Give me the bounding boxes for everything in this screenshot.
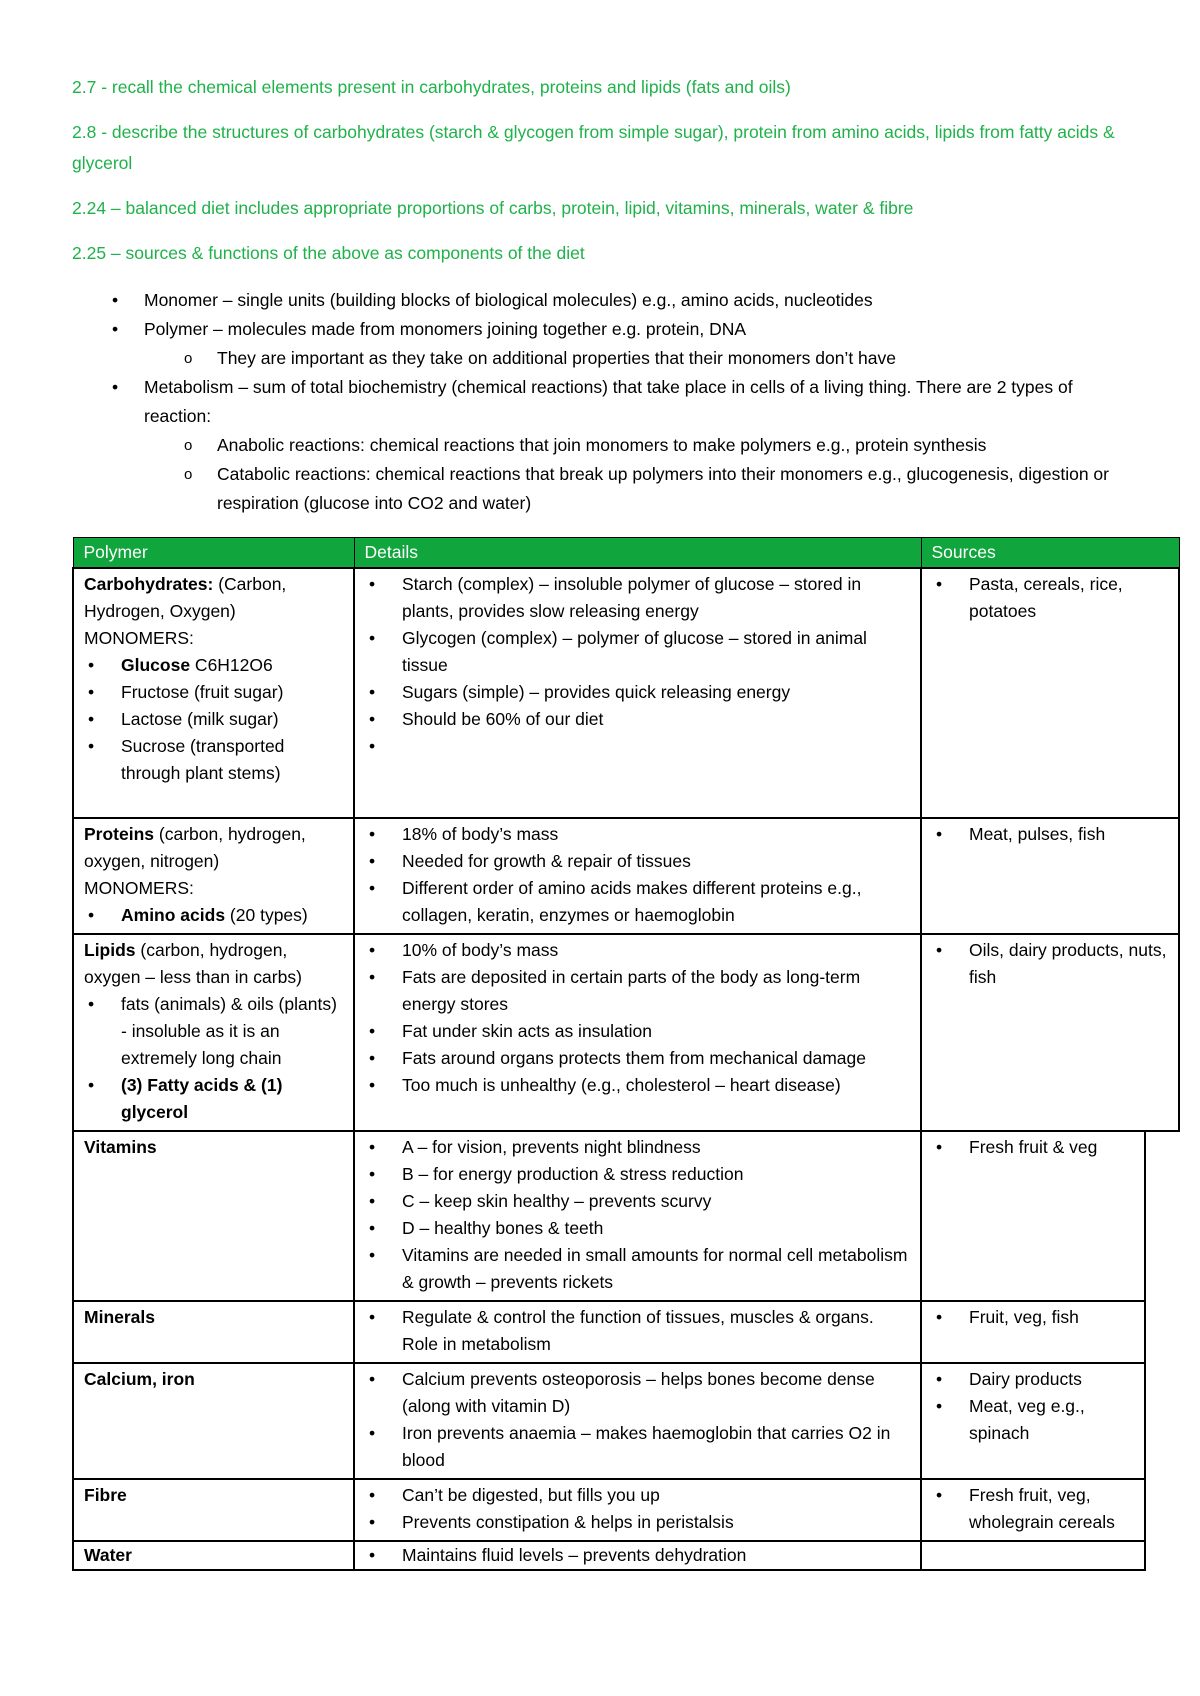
table-row-water xyxy=(73,1541,1179,1570)
list-item: • 18% of body’s mass xyxy=(365,821,912,848)
notes-list xyxy=(72,286,1142,518)
fibre-cell xyxy=(73,1479,354,1541)
proteins-cell xyxy=(73,818,354,934)
calcium-cell xyxy=(73,1363,354,1479)
list-item: • Vitamins are needed in small amounts for normal cell metabolism & growth – prevents rickets xyxy=(365,1242,912,1296)
empty-margin xyxy=(1145,1363,1179,1479)
list-item: • Glycogen (complex) – polymer of glucose – stored in animal tissue xyxy=(365,625,912,679)
lipids-elements: (carbon, hydrogen, oxygen – less than in carbs) xyxy=(84,940,302,987)
fibre-details xyxy=(354,1479,921,1541)
table-row-minerals xyxy=(73,1301,1179,1363)
list-item: • Sugars (simple) – provides quick releasing energy xyxy=(365,679,912,706)
minerals-cell xyxy=(73,1301,354,1363)
minerals-sources xyxy=(921,1301,1145,1363)
list-item: • fats (animals) & oils (plants) - insoluble as it is an extremely long chain xyxy=(84,991,345,1072)
list-item: • Pasta, cereals, rice, potatoes xyxy=(932,571,1170,625)
list-item: • Needed for growth & repair of tissues xyxy=(365,848,912,875)
table-header-row xyxy=(73,538,1179,569)
calcium-name: Calcium, iron xyxy=(84,1369,195,1389)
list-item: • Oils, dairy products, nuts, fish xyxy=(932,937,1170,991)
list-item: • Dairy products xyxy=(932,1366,1136,1393)
water-sources xyxy=(921,1541,1145,1570)
header-polymer: Polymer xyxy=(73,538,354,569)
fatty-acids-label: (3) Fatty acids & (1) glycerol xyxy=(121,1075,283,1122)
carbs-name: Carbohydrates: xyxy=(84,574,214,594)
amino-rest: (20 types) xyxy=(225,905,308,925)
carbs-monomers-list xyxy=(84,652,345,787)
lipids-name: Lipids xyxy=(84,940,136,960)
glucose-formula: C6H12O6 xyxy=(190,655,273,675)
minerals-name: Minerals xyxy=(84,1307,155,1327)
list-item: • Regulate & control the function of tissues, muscles & organs. Role in metabolism xyxy=(365,1304,912,1358)
lipids-cell xyxy=(73,934,354,1131)
carbs-monomers-label: MONOMERS: xyxy=(84,628,194,648)
list-item: • Starch (complex) – insoluble polymer of glucose – stored in plants, provides slow releasing energy xyxy=(365,571,912,625)
header-details: Details xyxy=(354,538,921,569)
note-polymer-text: Polymer – molecules made from monomers joining together e.g. protein, DNA xyxy=(144,319,747,339)
note-catabolic: o Catabolic reactions: chemical reactions that break up polymers into their monomers e.g., glucogenesis, digestion or respiration (glucose into CO2 and water) xyxy=(72,460,1142,518)
proteins-elements: (carbon, hydrogen, oxygen, nitrogen) xyxy=(84,824,306,871)
lipids-sources xyxy=(921,934,1179,1131)
list-item: • Fruit, veg, fish xyxy=(932,1304,1136,1331)
list-item: • 10% of body’s mass xyxy=(365,937,912,964)
amino-label: Amino acids xyxy=(121,905,226,925)
list-item: • Should be 60% of our diet xyxy=(365,706,912,733)
note-polymer-sub: o They are important as they take on additional properties that their monomers don’t have xyxy=(72,344,1142,373)
carbs-details xyxy=(354,568,921,818)
note-monomer: • Monomer – single units (building blocks of biological molecules) e.g., amino acids, nucleotides xyxy=(72,286,1142,315)
minerals-details xyxy=(354,1301,921,1363)
proteins-monomers-label: MONOMERS: xyxy=(84,878,194,898)
table-row-carbohydrates xyxy=(73,568,1179,818)
objective-2-24: 2.24 – balanced diet includes appropriate proportions of carbs, protein, lipid, vitamins, minerals, water & fibre xyxy=(72,198,914,218)
table-row-vitamins xyxy=(73,1131,1179,1301)
list-item xyxy=(84,1072,345,1126)
glucose-label: Glucose xyxy=(121,655,191,675)
note-polymer xyxy=(72,315,1142,373)
carbs-sources xyxy=(921,568,1179,818)
list-item: • B – for energy production & stress reduction xyxy=(365,1161,912,1188)
empty-margin xyxy=(1145,1301,1179,1363)
calcium-sources xyxy=(921,1363,1145,1479)
calcium-details xyxy=(354,1363,921,1479)
empty-margin xyxy=(1145,1131,1179,1301)
list-item xyxy=(84,652,345,679)
header-sources: Sources xyxy=(921,538,1179,569)
table-row-proteins xyxy=(73,818,1179,934)
empty-margin xyxy=(1145,1541,1179,1570)
list-item: • A – for vision, prevents night blindness xyxy=(365,1134,912,1161)
list-item: • Calcium prevents osteoporosis – helps bones become dense (along with vitamin D) xyxy=(365,1366,912,1420)
table-row-lipids xyxy=(73,934,1179,1131)
proteins-sources xyxy=(921,818,1179,934)
list-item: • Lactose (milk sugar) xyxy=(84,706,345,733)
list-item: • Fresh fruit, veg, wholegrain cereals xyxy=(932,1482,1136,1536)
proteins-name: Proteins xyxy=(84,824,155,844)
objective-2-7: 2.7 - recall the chemical elements present in carbohydrates, proteins and lipids (fats and oils) xyxy=(72,77,791,97)
note-metabolism-text: Metabolism – sum of total biochemistry (chemical reactions) that take place in cells of a living thing. There are 2 types of reaction: xyxy=(144,377,1073,426)
carbs-cell xyxy=(73,568,354,818)
list-item: • Fats are deposited in certain parts of the body as long-term energy stores xyxy=(365,964,912,1018)
objective-2-25: 2.25 – sources & functions of the above as components of the diet xyxy=(72,243,585,263)
list-item: • Fats around organs protects them from mechanical damage xyxy=(365,1045,912,1072)
list-item: • Prevents constipation & helps in peristalsis xyxy=(365,1509,912,1536)
fibre-sources xyxy=(921,1479,1145,1541)
list-item: • Too much is unhealthy (e.g., cholesterol – heart disease) xyxy=(365,1072,912,1099)
list-item xyxy=(84,902,345,929)
proteins-details xyxy=(354,818,921,934)
table-row-calcium-iron xyxy=(73,1363,1179,1479)
list-item: • Different order of amino acids makes different proteins e.g., collagen, keratin, enzymes or haemoglobin xyxy=(365,875,912,929)
list-item: • Sucrose (transported through plant stems) xyxy=(84,733,345,787)
carbs-elements: (Carbon, Hydrogen, Oxygen) xyxy=(84,574,287,621)
list-item: • D – healthy bones & teeth xyxy=(365,1215,912,1242)
vitamins-details xyxy=(354,1131,921,1301)
list-item: • Fat under skin acts as insulation xyxy=(365,1018,912,1045)
empty-margin xyxy=(1145,1479,1179,1541)
water-cell xyxy=(73,1541,354,1570)
list-item: • C – keep skin healthy – prevents scurvy xyxy=(365,1188,912,1215)
table-row-fibre xyxy=(73,1479,1179,1541)
vitamins-cell xyxy=(73,1131,354,1301)
lipids-details xyxy=(354,934,921,1131)
objectives xyxy=(72,72,1162,269)
vitamins-name: Vitamins xyxy=(84,1137,157,1157)
list-item: • Iron prevents anaemia – makes haemoglobin that carries O2 in blood xyxy=(365,1420,912,1474)
note-anabolic: o Anabolic reactions: chemical reactions that join monomers to make polymers e.g., protein synthesis xyxy=(72,431,1142,460)
list-item: • Fresh fruit & veg xyxy=(932,1134,1136,1161)
water-name: Water xyxy=(84,1545,132,1565)
list-item: • Meat, veg e.g., spinach xyxy=(932,1393,1136,1447)
list-item xyxy=(365,733,912,760)
nutrients-table xyxy=(72,537,1180,1571)
list-item: • Maintains fluid levels – prevents dehydration xyxy=(365,1542,912,1569)
objective-2-8: 2.8 - describe the structures of carbohydrates (starch & glycogen from simple sugar), protein from amino acids, lipids from fatty acids & glycerol xyxy=(72,122,1115,173)
note-metabolism xyxy=(72,373,1142,518)
list-item: • Fructose (fruit sugar) xyxy=(84,679,345,706)
list-item: • Meat, pulses, fish xyxy=(932,821,1170,848)
fibre-name: Fibre xyxy=(84,1485,127,1505)
vitamins-sources xyxy=(921,1131,1145,1301)
water-details xyxy=(354,1541,921,1570)
list-item: • Can’t be digested, but fills you up xyxy=(365,1482,912,1509)
